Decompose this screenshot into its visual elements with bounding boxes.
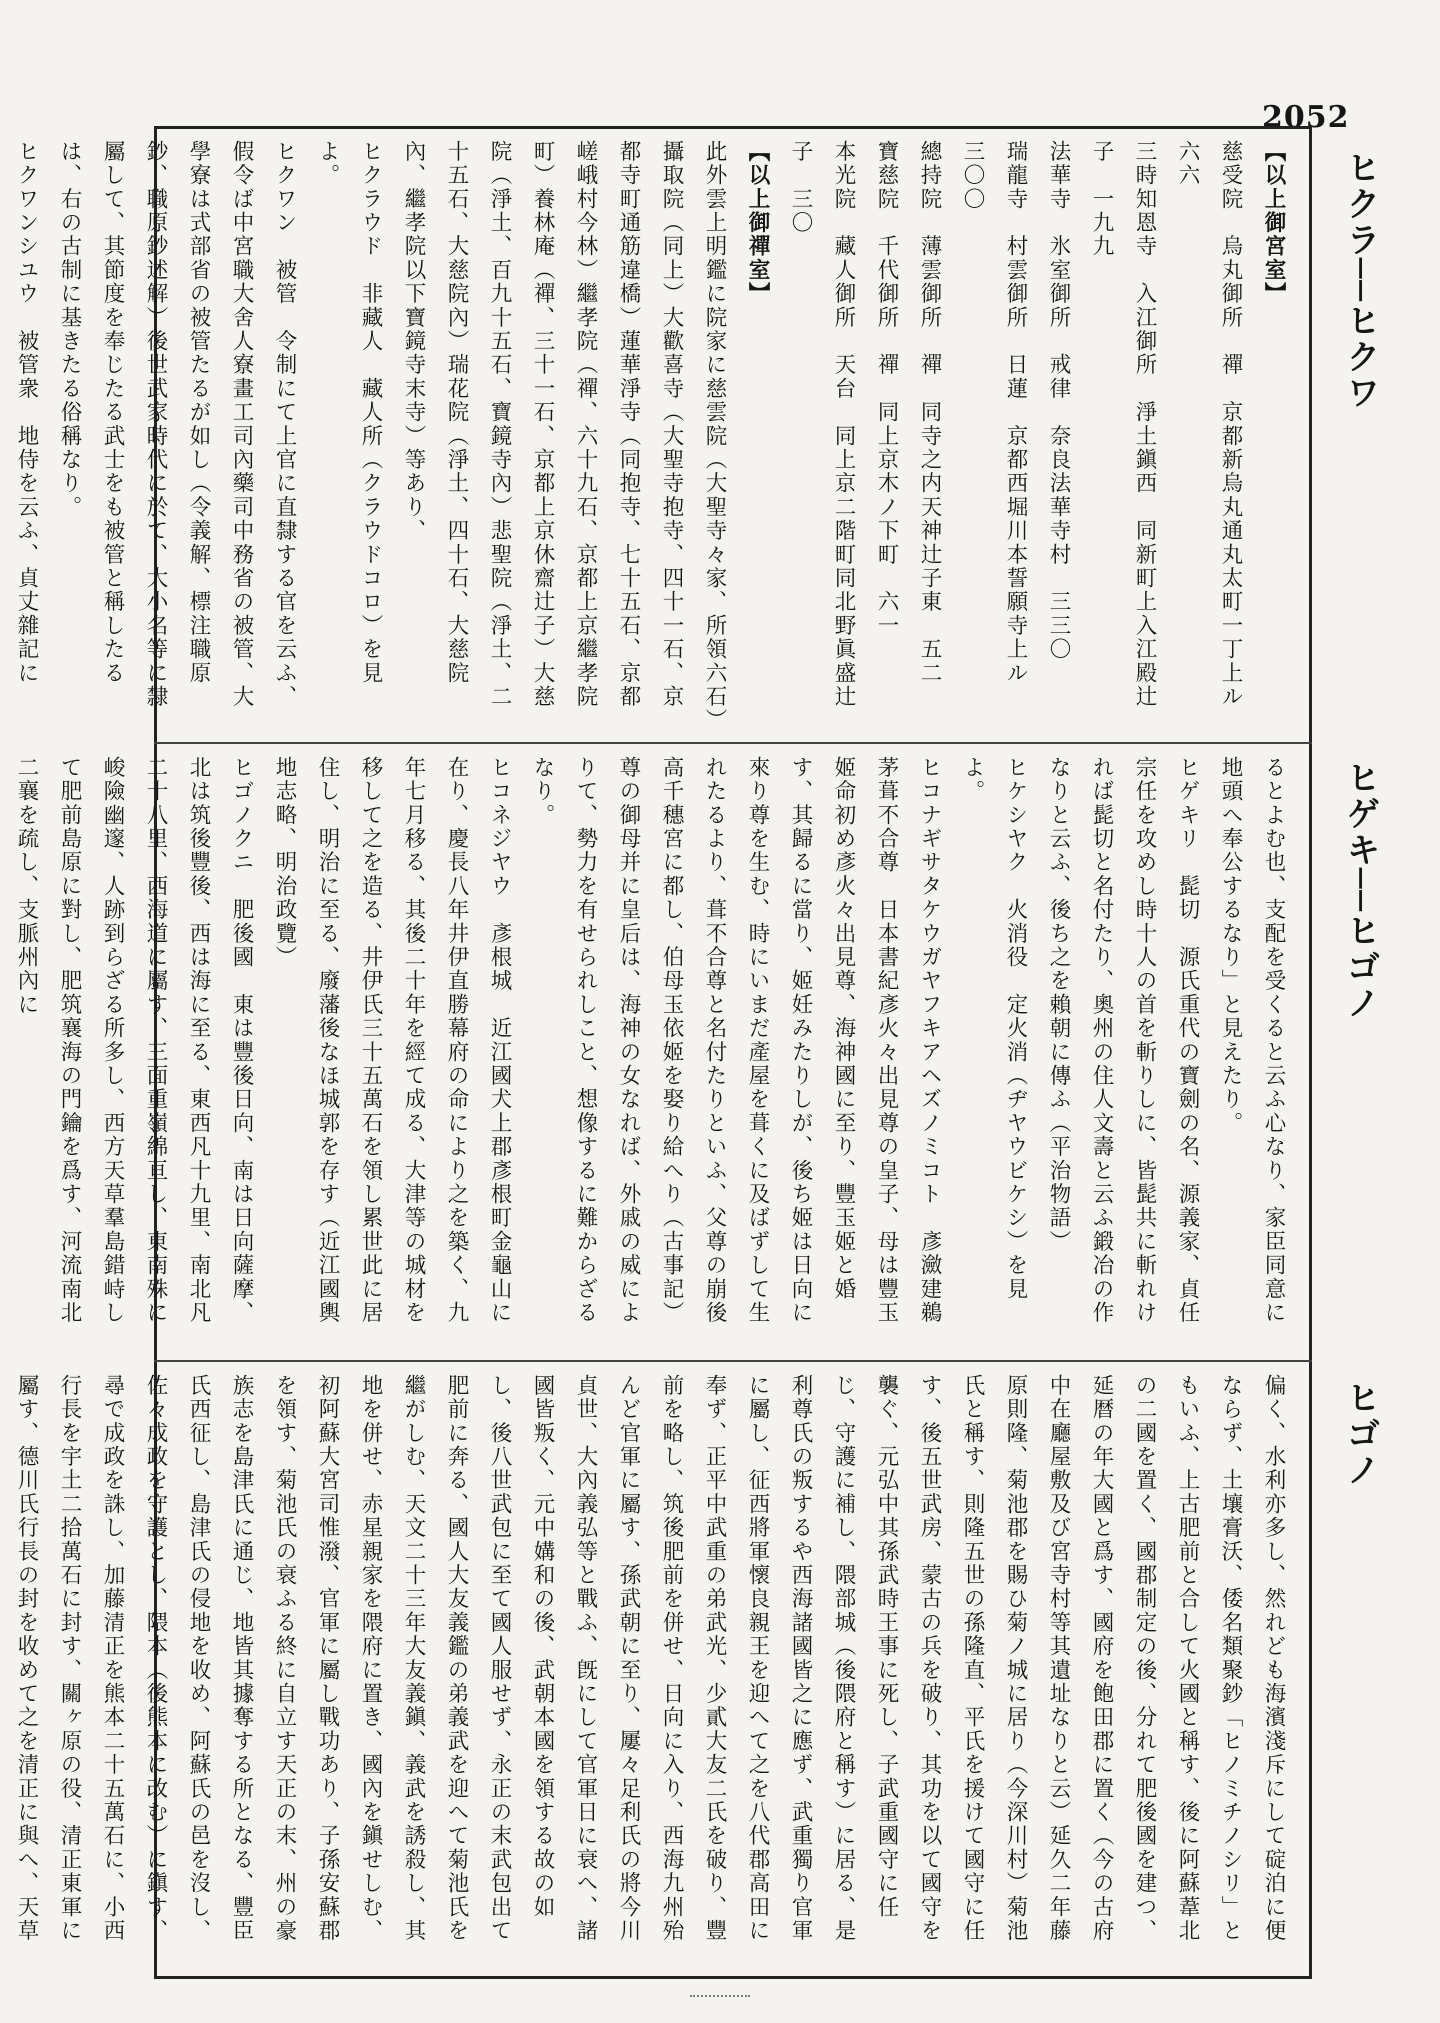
section-bracket-label: 【以上御宮室】 — [1261, 140, 1286, 306]
section-bracket-label: 【以上御禪室】 — [745, 140, 770, 306]
entry-paragraph: ヒコナギサタケウガヤフキアヘズノミコト 彥瀲建鵜茅葺不合尊 日本書紀彥火々出見尊の皇子、母は豐玉姬命初め彥火々出見尊、海神國に至り、豐玉姬と婚す、其歸るに當り、姬妊みたりしが、後ち姬は日向に來り尊を生む、時にいまだ產屋を葺くに及ばずして生れたるより、葺不合尊と名付たりといふ、父尊の崩後高千穗宮に都し、伯母玉依姬を娶り給へり（古事記）尊の御母并に皇后は、海神の女なれば、外戚の威によりて、勢力を有せられしこと、想像するに難からざるなり。 — [530, 756, 942, 1325]
band-bottom-text — [14, 1374, 1295, 1966]
entry-paragraph: ヒケシヤク 火消役 定火消（ヂヤウビケシ）を見よ。 — [960, 756, 1028, 1302]
band-middle-text — [14, 756, 1295, 1348]
band-divider-1 — [154, 742, 1312, 744]
running-head-2: ヒゲキ──ヒゴノ — [1340, 760, 1380, 1021]
text-line: 三時知恩寺 入江御所 淨土鎭西 同新町上入江殿辻子 一九九 — [1089, 140, 1157, 709]
text-line: 寶慈院 千代御所 禪 同上京木ノ下町 六一 — [874, 140, 899, 638]
text-line: 此外雲上明鑑に院家に慈雲院（大聖寺々家、所領六石）攝取院（同上）大歡喜寺（大聖寺抱寺、四十一石、京都寺町通筋違橋）蓮華淨寺（同抱寺、七十五石、京都嵯峨村今林）繼孝院（禪、六十九石、京都上京繼孝院町）養林庵（禪、三十一石、京都上京休齋辻子）大慈院（淨土、百九十五石、寶鏡寺內）悲聖院（淨土、二十五石、大慈院內）瑞花院（淨土、四十石、大慈院內、繼孝院以下寶鏡寺末寺）等あり、 — [401, 140, 727, 722]
text-line: 總持院 薄雲御所 禪 同寺之内天神辻子東 五二 — [917, 140, 942, 686]
band-divider-2 — [154, 1360, 1312, 1362]
entry-paragraph: ヒクワンシユウ 被管衆 地侍を云ふ、貞丈雜記に — [14, 140, 39, 686]
running-head-1: ヒクラ──ヒクワ — [1340, 150, 1380, 411]
text-line: るとよむ也、支配を受くると云ふ心なり、家臣同意に地頭へ奉公するなり」と見えたり。 — [1218, 756, 1286, 1325]
band-top-text — [14, 140, 1295, 733]
text-line: 慈受院 烏丸御所 禪 京都新烏丸通丸太町一丁上ル 六六 — [1175, 140, 1243, 733]
entry-paragraph: ヒクワン 被管 令制にて上官に直隸する官を云ふ、假令ば中宮職大舍人寮畫工司內藥司中務省の被管、大學寮は式部省の被管たるが如し（令義解、標注職原鈔、職原鈔述解）後世武家時代に於て、大小名等に隸屬して、其節度を奉じたる武士をも被管と稱したるは、右の古制に基きたる俗稱なり。 — [57, 140, 297, 709]
entry-paragraph: ヒクラウド 非藏人 藏人所（クラウドコロ）を見よ。 — [315, 140, 383, 686]
footer-mark — [690, 1995, 750, 1997]
text-line: 瑞龍寺 村雲御所 日蓮 京都西堀川本誓願寺上ル 三〇〇 — [960, 140, 1028, 709]
text-line: 法華寺 氷室御所 戒律 奈良法華寺村 三三〇 — [1046, 140, 1071, 662]
page-number: 2052 — [1262, 100, 1350, 135]
running-head-3: ヒゴノ — [1340, 1380, 1380, 1488]
entry-paragraph: ヒゲキリ 髭切 源氏重代の寶劍の名、源義家、貞任宗任を攻めし時十人の首を斬りしに、皆髭共に斬れければ髭切と名付たり、奧州の住人文壽と云ふ鍛冶の作なりと云ふ、後ち之を賴朝に傳ふ（平治物語） — [1046, 756, 1200, 1325]
entry-paragraph: ヒゴノクニ 肥後國 東は豐後日向、南は日向薩摩、北は筑後豐後、西は海に至る、東西凡十九里、南北凡二十八里、西海道に屬す、三面重嶺綿亘し、東南殊に峻險幽邃、人跡到らざる所多し、西方天草羣島錯峙して肥前島原に對し、肥筑襄海の門鑰を爲す、河流南北二襄を疏し、支脈州內に — [14, 756, 254, 1325]
text-line: 本光院 藏人御所 天台 同上京二階町同北野眞盛辻子 三〇 — [788, 140, 856, 709]
text-line: 偏く、水利亦多し、然れども海濱淺斥にして碇泊に便ならず、土壤膏沃、倭名類聚鈔「ヒノミチノシリ」ともいふ、上古肥前と合して火國と稱す、後に阿蘇葦北の二國を置く、國郡制定の後、分れて肥後國を建つ、延暦の年大國と爲す、國府を飽田郡に置く（今の古府中在廳屋敷及び宮寺村等其遺址なりと云）延久二年藤原則隆、菊池郡を賜ひ菊ノ城に居り（今深川村）菊池氏と稱す、則隆五世の孫隆直、平氏を援けて國守に任す、後五世武房、蒙古の兵を破り、其功を以て國守を襲ぐ、元弘中其孫武時王事に死し、子武重國守に任じ、守護に補し、隈部城（後隈府と稱す）に居る、是利尊氏の叛するや西海諸國皆之に應ず、武重獨り官軍に屬し、征西將軍懷良親王を迎へて之を八代郡高田に奉ず、正平中武重の弟武光、少貳大友二氏を破り、豐前を略し、筑後肥前を併せ、日向に入り、西海九州殆んど官軍に屬す、孫武朝に至り、屢々足利氏の將今川貞世、大內義弘等と戰ふ、旣にして官軍日に衰へ、諸國皆叛く、元中媾和の後、武朝本國を領する故の如し、後八世武包に至て國人服せず、永正の末武包出て肥前に奔る、國人大友義鑑の弟義武を迎へて菊池氏を繼がしむ、天文二十三年大友義鎭、義武を誘殺し、其地を併せ、赤星親家を隈府に置き、國內を鎭せしむ、初阿蘇大宮司惟潑、官軍に屬し戰功あり、子孫安蘇郡を領す、菊池氏の衰ふる終に自立す天正の末、州の豪族志を島津氏に通じ、地皆其據奪する所となる、豐臣氏西征し、島津氏の侵地を收め、阿蘇氏の邑を沒し、佐々成政を守護とし、隈本（後熊本に改む）に鎭す、尋で成政を誅し、加藤清正を熊本二十五萬石に、小西行長を宇土二拾萬石に封す、關ヶ原の役、清正東軍に屬す、德川氏行長の封を收めて之を清正に與へ、天草 — [14, 1374, 1286, 1943]
entry-paragraph: ヒコネジヤウ 彥根城 近江國犬上郡彥根町金龜山に在り、慶長八年井伊直勝幕府の命により之を築く、九年七月移る、其後二十年を經て成る、大津等の城材を移して之を造る、井伊氏三十五萬石を領し累世此に居住し、明治に至る、廢藩後なほ城郭を存す（近江國輿地志略、明治政覽） — [272, 756, 512, 1325]
